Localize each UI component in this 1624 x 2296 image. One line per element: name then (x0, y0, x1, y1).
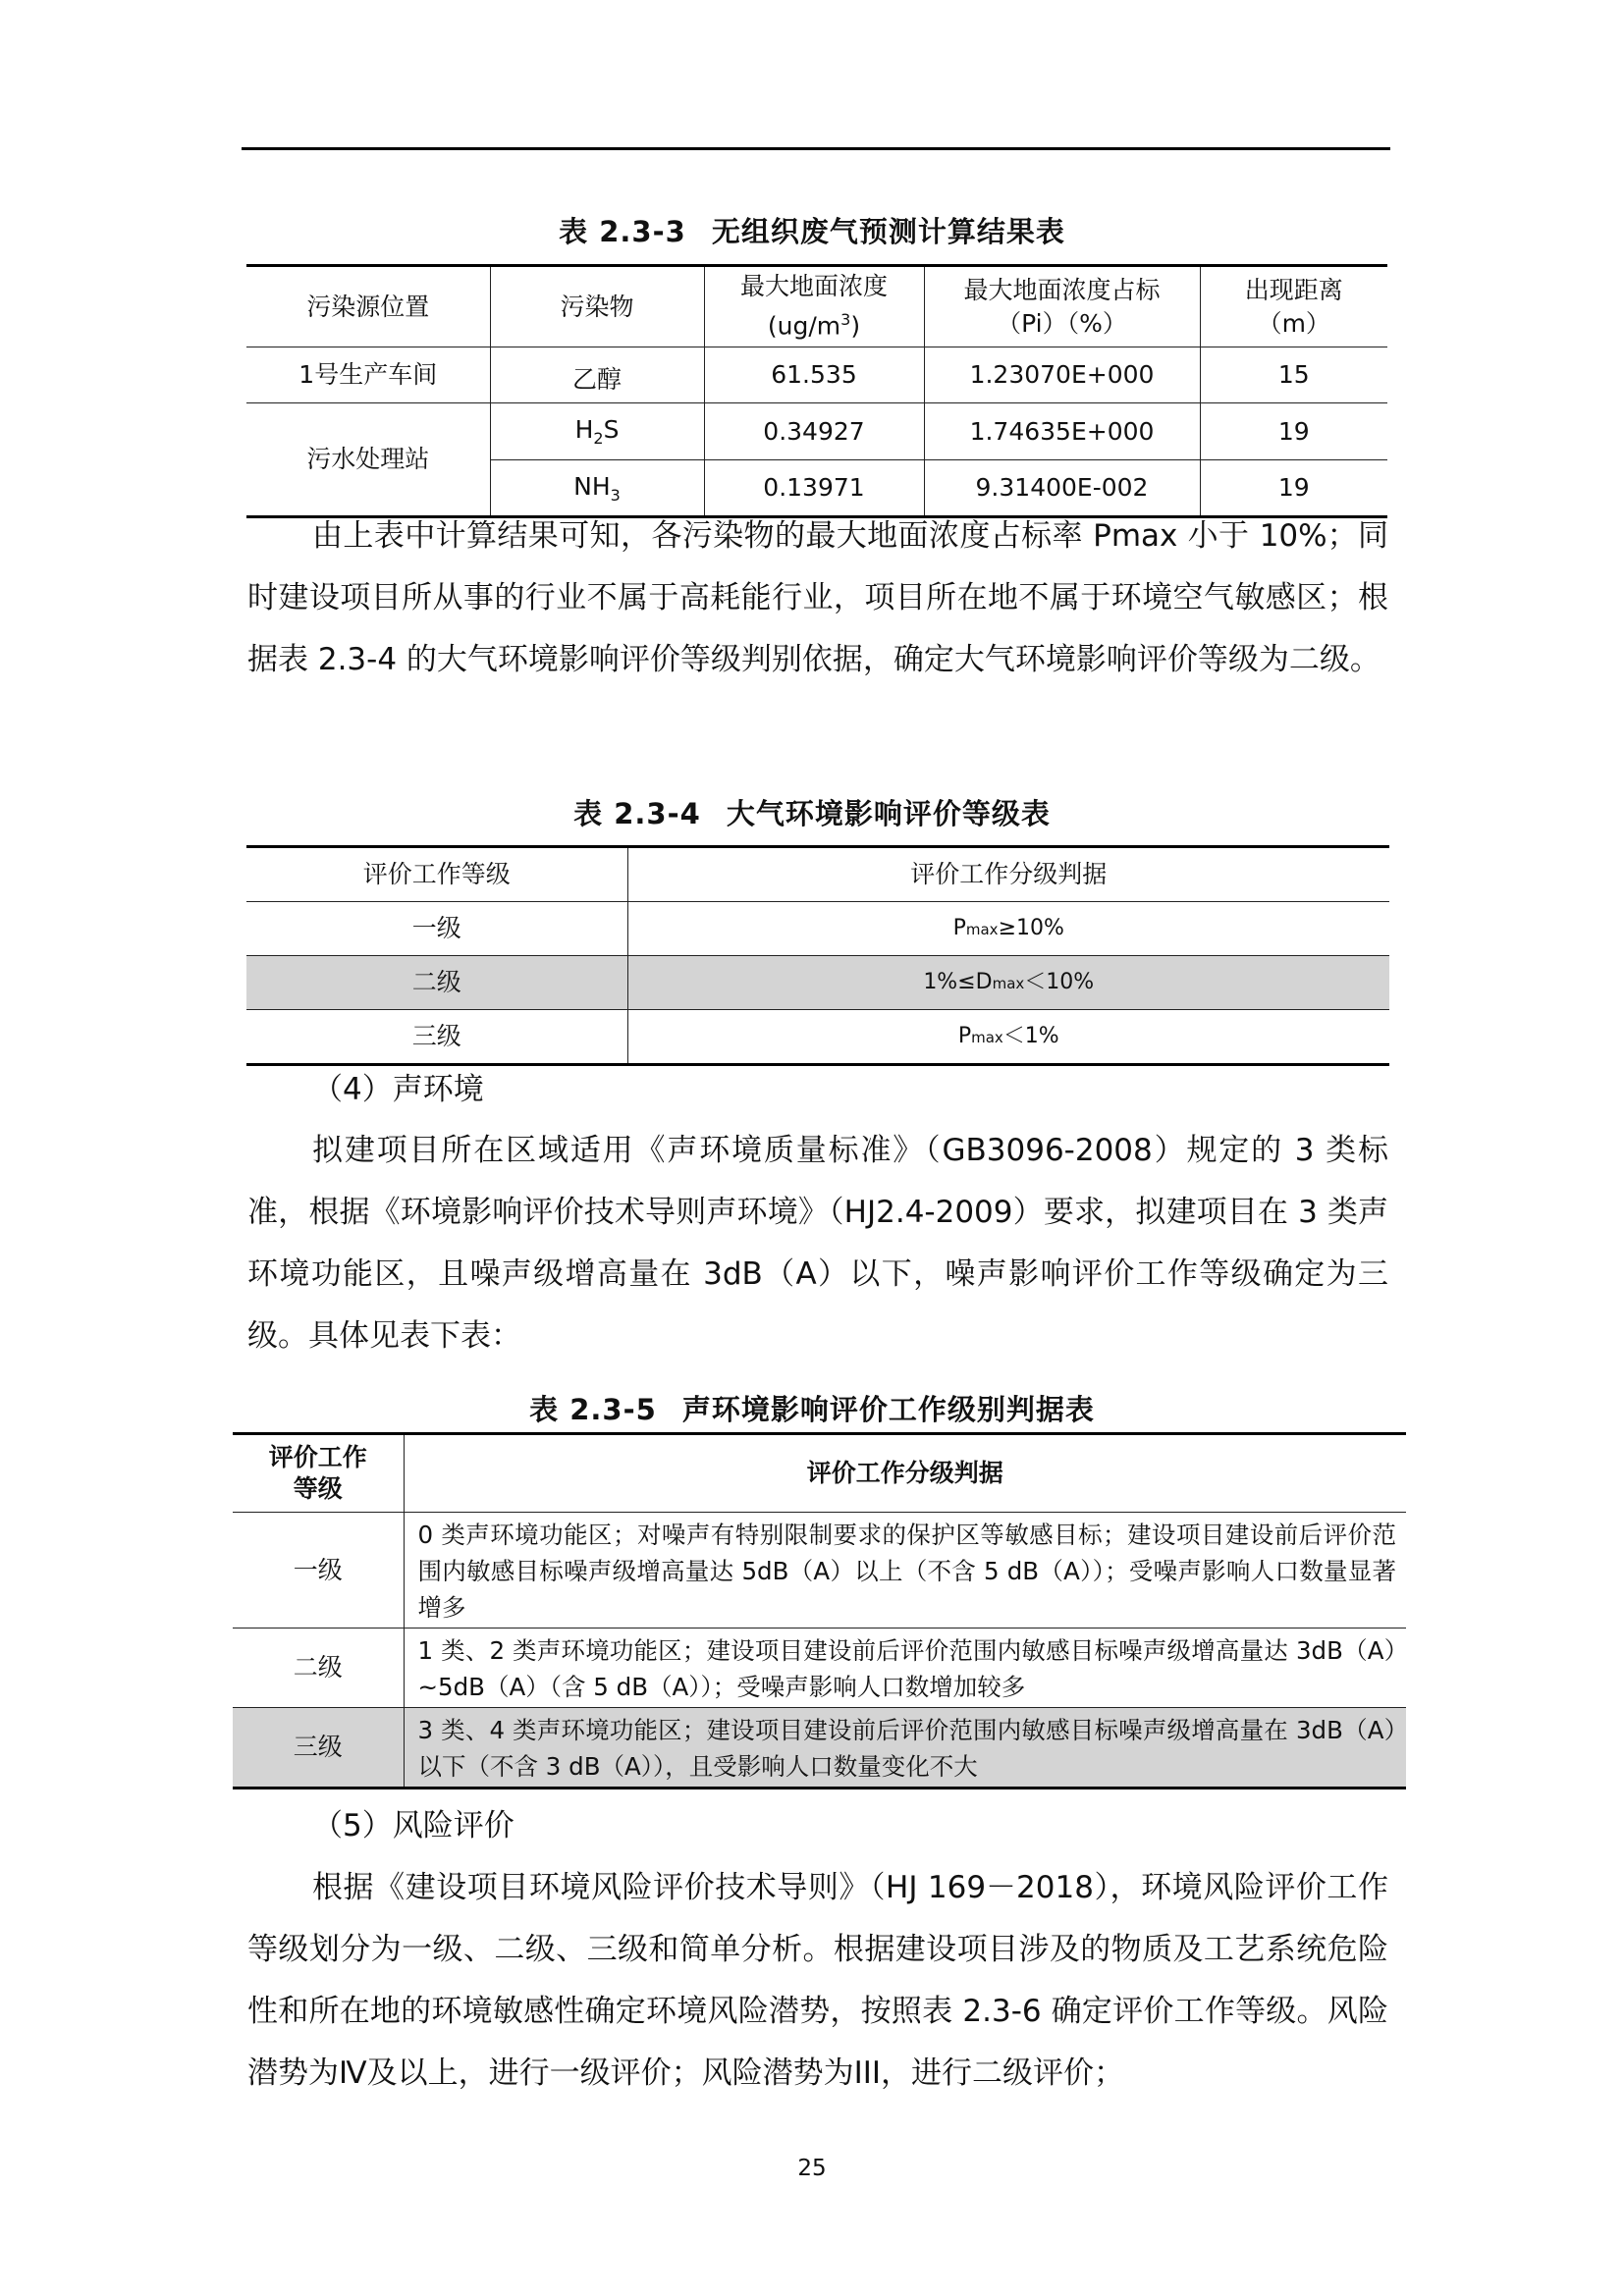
cell-basis: 0 类声环境功能区；对噪声有特别限制要求的保护区等敏感目标；建设项目建设前后评价范围内敏感目标噪声级增高量达 5dB（A）以上（不含 5 dB（A））；受噪声影响人口数量显著增多 (404, 1513, 1406, 1629)
cell-ratio: 1.74635E+000 (924, 403, 1200, 460)
table-2-3-5 (233, 1432, 1406, 1789)
section-heading-risk: （5）风险评价 (312, 1808, 514, 1843)
cell-concentration: 0.13971 (704, 460, 924, 517)
cell-ratio: 1.23070E+000 (924, 347, 1200, 403)
caption-title: 大气环境影响评价等级表 (726, 797, 1051, 830)
table-row-highlighted (233, 1708, 1406, 1789)
table-row-highlighted (246, 956, 1389, 1010)
header-basis: 评价工作分级判据 (910, 860, 1108, 888)
table-header-row (233, 1434, 1406, 1513)
page-number: 25 (797, 2156, 827, 2181)
caption-title: 声环境影响评价工作级别判据表 (681, 1393, 1095, 1426)
cell-concentration: 61.535 (704, 347, 924, 403)
cell-grade: 三级 (233, 1708, 404, 1789)
caption-title: 无组织废气预测计算结果表 (711, 215, 1065, 248)
header-basis: 评价工作分级判据 (806, 1459, 1003, 1487)
table-header-row (246, 847, 1389, 902)
cell-source: 1号生产车间 (246, 347, 490, 403)
table-row (246, 902, 1389, 956)
cell-basis: 1%≤Dmax＜10% (627, 956, 1389, 1010)
cell-grade: 三级 (246, 1010, 627, 1065)
paragraph-noise: 拟建项目所在区域适用《声环境质量标准》（GB3096-2008）规定的 3 类标准，根据《环境影响评价技术导则声环境》（HJ2.4-2009）要求，拟建项目在 3 类声环境功能区，且噪声级增高量在 3dB（A）以下，噪声影响评价工作等级确定为三级。具体见表下表： (247, 1133, 1388, 1354)
table-row (233, 1629, 1406, 1708)
table-2-3-5-caption (0, 1388, 1624, 1428)
section-heading-noise: （4）声环境 (312, 1072, 484, 1107)
cell-basis: 3 类、4 类声环境功能区；建设项目建设前后评价范围内敏感目标噪声级增高量在 3dB（A）以下（不含 3 dB（A）），且受影响人口数量变化不大 (404, 1708, 1406, 1789)
header-pollutant: 污染物 (490, 266, 704, 347)
cell-grade: 二级 (246, 956, 627, 1010)
table-2-3-4 (246, 845, 1389, 1066)
cell-pollutant: 乙醇 (490, 347, 704, 403)
caption-number: 表 2.3-3 (559, 215, 686, 248)
cell-grade: 一级 (233, 1513, 404, 1629)
caption-number: 表 2.3-4 (573, 797, 701, 830)
table-2-3-4-caption (0, 792, 1624, 832)
caption-number: 表 2.3-5 (529, 1393, 657, 1426)
header-max-ratio: 最大地面浓度占标 （Pi）（%） (924, 266, 1200, 347)
header-grade: 评价工作等级 (246, 847, 627, 902)
table-2-3-3-caption (0, 210, 1624, 250)
header-grade: 评价工作 等级 (233, 1434, 404, 1513)
cell-grade: 一级 (246, 902, 627, 956)
header-max-concentration: 最大地面浓度 $(ug/m^3)$ (704, 266, 924, 347)
table-header-row (246, 266, 1387, 347)
cell-distance: 15 (1200, 347, 1387, 403)
cell-source: 污水处理站 (246, 403, 490, 517)
paragraph-air-quality: 由上表中计算结果可知，各污染物的最大地面浓度占标率 Pmax 小于 10%；同时建设项目所从事的行业不属于高耗能行业，项目所在地不属于环境空气敏感区；根据表 2.3-4 的大气环境影响评价等级判别依据，确定大气环境影响评价等级为二级。 (247, 518, 1388, 677)
cell-pollutant: $H_2S$ (490, 403, 704, 460)
cell-distance: 19 (1200, 460, 1387, 517)
cell-basis: Pmax＜1% (627, 1010, 1389, 1065)
table-row (246, 403, 1387, 460)
table-row (233, 1513, 1406, 1629)
cell-basis: Pmax≥10% (627, 902, 1389, 956)
table-row (246, 1010, 1389, 1065)
table-2-3-3 (246, 264, 1387, 518)
cell-ratio: 9.31400E-002 (924, 460, 1200, 517)
cell-pollutant: $NH_3$ (490, 460, 704, 517)
paragraph-risk: 根据《建设项目环境风险评价技术导则》（HJ 169－2018），环境风险评价工作等级划分为一级、二级、三级和简单分析。根据建设项目涉及的物质及工艺系统危险性和所在地的环境敏感性确定环境风险潜势，按照表 2.3-6 确定评价工作等级。风险潜势为Ⅳ及以上，进行一级评价；风险潜势为III，进行二级评价； (247, 1870, 1388, 2091)
header-distance: 出现距离 （m） (1200, 266, 1387, 347)
header-source: 污染源位置 (246, 266, 490, 347)
table-row (246, 347, 1387, 403)
cell-basis: 1 类、2 类声环境功能区；建设项目建设前后评价范围内敏感目标噪声级增高量达 3dB（A）~5dB（A）（含 5 dB（A））；受噪声影响人口数增加较多 (404, 1629, 1406, 1708)
cell-concentration: 0.34927 (704, 403, 924, 460)
header-rule (242, 147, 1390, 150)
cell-distance: 19 (1200, 403, 1387, 460)
cell-grade: 二级 (233, 1629, 404, 1708)
